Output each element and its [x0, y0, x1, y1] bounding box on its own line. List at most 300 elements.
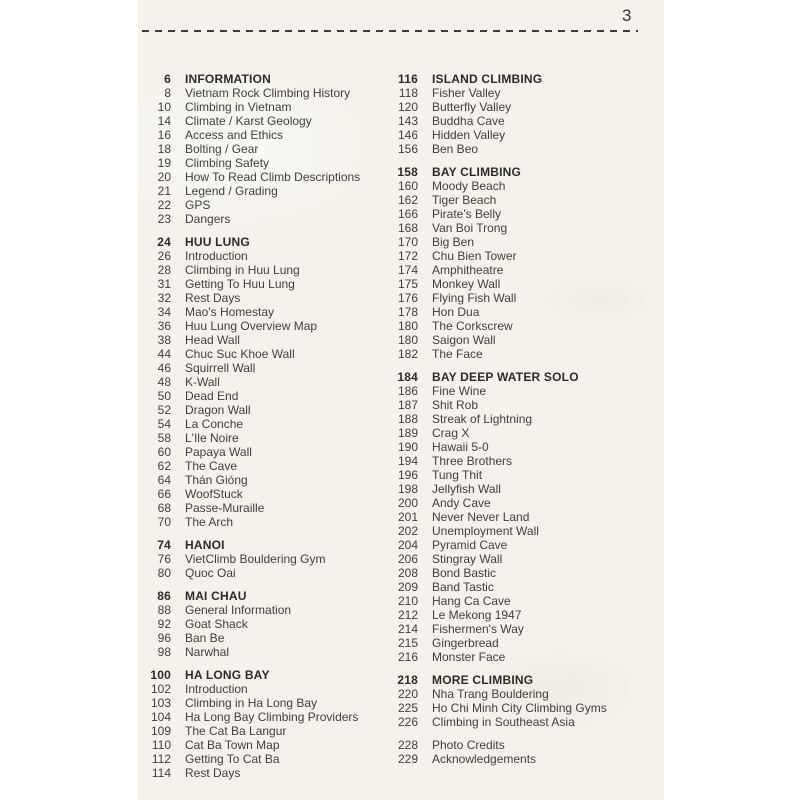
- entry-page-number: 190: [397, 440, 418, 454]
- entry-title: Acknowledgements: [432, 752, 537, 766]
- toc-entry: [385, 608, 645, 622]
- toc-section-header: [138, 589, 398, 603]
- entry-page-number: 196: [397, 468, 418, 482]
- entry-page-number: 64: [157, 473, 171, 487]
- toc-entry: [385, 510, 645, 524]
- toc-entry: [138, 766, 398, 780]
- entry-title: Goat Shack: [185, 617, 248, 631]
- toc-entry: [385, 333, 645, 347]
- entry-page-number: 14: [157, 114, 171, 128]
- toc-section: [138, 668, 398, 780]
- entry-page-number: 166: [397, 207, 418, 221]
- entry-title: The Arch: [185, 515, 234, 529]
- entry-title: Rest Days: [185, 291, 241, 305]
- entry-page-number: 225: [397, 701, 418, 715]
- toc-entry: [385, 566, 645, 580]
- entry-page-number: 180: [397, 333, 418, 347]
- toc-entry: [385, 249, 645, 263]
- toc-entry: [138, 515, 398, 529]
- book-toc-page: [138, 0, 664, 800]
- entry-title: Hidden Valley: [432, 128, 506, 142]
- entry-page-number: 10: [157, 100, 171, 114]
- entry-title: Stingray Wall: [432, 552, 503, 566]
- entry-title: Ha Long Bay Climbing Providers: [185, 710, 359, 724]
- toc-entry: [385, 552, 645, 566]
- entry-page-number: 175: [397, 277, 418, 291]
- toc-entry: [385, 114, 645, 128]
- entry-title: Tung Thit: [432, 468, 483, 482]
- dashed-divider: [142, 30, 638, 32]
- toc-entry: [138, 403, 398, 417]
- toc-entry: [138, 682, 398, 696]
- entry-title: Fishermen's Way: [432, 622, 524, 636]
- entry-title: Introduction: [185, 249, 248, 263]
- entry-page-number: 34: [157, 305, 171, 319]
- toc-entry: [138, 375, 398, 389]
- entry-page-number: 146: [397, 128, 418, 142]
- entry-page-number: 88: [157, 603, 171, 617]
- toc-entry: [138, 263, 398, 277]
- entry-page-number: 187: [397, 398, 418, 412]
- entry-title: Bond Bastic: [432, 566, 497, 580]
- toc-entry: [138, 487, 398, 501]
- toc-entry: [138, 552, 398, 566]
- entry-page-number: 174: [397, 263, 418, 277]
- entry-page-number: 16: [157, 128, 171, 142]
- entry-page-number: 100: [150, 668, 171, 682]
- entry-title: Amphitheatre: [432, 263, 504, 277]
- entry-page-number: 226: [397, 715, 418, 729]
- entry-title: Gingerbread: [432, 636, 499, 650]
- entry-page-number: 103: [150, 696, 171, 710]
- entry-page-number: 46: [157, 361, 171, 375]
- entry-title: Mao's Homestay: [185, 305, 274, 319]
- toc-entry: [385, 305, 645, 319]
- toc-entry: [138, 566, 398, 580]
- entry-page-number: 214: [397, 622, 418, 636]
- toc-entry: [138, 645, 398, 659]
- entry-page-number: 116: [398, 72, 418, 86]
- entry-page-number: 48: [157, 375, 171, 389]
- toc-entry: [385, 235, 645, 249]
- entry-title: Cat Ba Town Map: [185, 738, 280, 752]
- toc-entry: [385, 221, 645, 235]
- entry-title: Getting To Cat Ba: [185, 752, 280, 766]
- toc-entry: [138, 291, 398, 305]
- page-number: 3: [622, 6, 632, 25]
- toc-entry: [138, 212, 398, 226]
- entry-title: VietClimb Bouldering Gym: [185, 552, 326, 566]
- toc-entry: [385, 524, 645, 538]
- toc-entry: [385, 291, 645, 305]
- toc-section-header: [138, 72, 398, 86]
- entry-page-number: 118: [398, 86, 418, 100]
- entry-title: Moody Beach: [432, 179, 506, 193]
- toc-entry: [385, 468, 645, 482]
- entry-page-number: 189: [397, 426, 418, 440]
- entry-title: The Corkscrew: [432, 319, 513, 333]
- toc-column-left: [138, 72, 398, 780]
- entry-page-number: 54: [157, 417, 171, 431]
- entry-title: BAY CLIMBING: [432, 165, 522, 179]
- toc-entry: [138, 249, 398, 263]
- entry-title: Monster Face: [432, 650, 506, 664]
- toc-entry: [138, 319, 398, 333]
- toc-entry: [138, 156, 398, 170]
- entry-title: How To Read Climb Descriptions: [185, 170, 361, 184]
- entry-page-number: 215: [397, 636, 418, 650]
- entry-title: ISLAND CLIMBING: [432, 72, 543, 86]
- entry-page-number: 31: [157, 277, 171, 291]
- toc-section-header: [138, 538, 398, 552]
- toc-entry: [138, 459, 398, 473]
- entry-title: MORE CLIMBING: [432, 673, 534, 687]
- toc-entry: [385, 482, 645, 496]
- entry-page-number: 202: [397, 524, 418, 538]
- entry-page-number: 104: [150, 710, 171, 724]
- entry-page-number: 210: [397, 594, 418, 608]
- entry-page-number: 188: [397, 412, 418, 426]
- entry-title: Climbing in Ha Long Bay: [185, 696, 318, 710]
- toc-entry: [138, 361, 398, 375]
- entry-page-number: 182: [397, 347, 418, 361]
- entry-page-number: 60: [157, 445, 171, 459]
- toc-entry: [385, 263, 645, 277]
- entry-title: Introduction: [185, 682, 248, 696]
- entry-page-number: 114: [151, 766, 171, 780]
- entry-title: Climbing in Huu Lung: [185, 263, 300, 277]
- entry-title: Dangers: [185, 212, 231, 226]
- toc-section-header: [385, 72, 645, 86]
- entry-title: Climate / Karst Geology: [185, 114, 312, 128]
- entry-title: The Cat Ba Langur: [185, 724, 287, 738]
- toc-entry: [385, 277, 645, 291]
- entry-page-number: 212: [397, 608, 418, 622]
- entry-page-number: 50: [157, 389, 171, 403]
- entry-title: The Face: [432, 347, 483, 361]
- toc-entry: [138, 473, 398, 487]
- toc-entry: [138, 305, 398, 319]
- entry-page-number: 70: [157, 515, 171, 529]
- entry-title: WoofStuck: [185, 487, 243, 501]
- entry-title: Ban Be: [185, 631, 225, 645]
- toc-entry: [385, 86, 645, 100]
- toc-entry: [138, 417, 398, 431]
- toc-entry: [138, 198, 398, 212]
- entry-title: Buddha Cave: [432, 114, 505, 128]
- toc-entry: [385, 594, 645, 608]
- entry-page-number: 6: [164, 72, 171, 86]
- toc-column-right: [385, 72, 645, 766]
- entry-title: Quoc Oai: [185, 566, 236, 580]
- entry-page-number: 26: [157, 249, 171, 263]
- entry-page-number: 216: [397, 650, 418, 664]
- toc-entry: [138, 128, 398, 142]
- entry-title: Pirate's Belly: [432, 207, 501, 221]
- toc-entry: [138, 631, 398, 645]
- toc-entry: [138, 724, 398, 738]
- entry-title: Van Boi Trong: [432, 221, 508, 235]
- entry-page-number: 168: [397, 221, 418, 235]
- entry-page-number: 200: [397, 496, 418, 510]
- entry-page-number: 158: [397, 165, 418, 179]
- entry-page-number: 162: [397, 193, 418, 207]
- entry-page-number: 209: [397, 580, 418, 594]
- entry-title: Climbing in Vietnam: [185, 100, 292, 114]
- entry-title: Streak of Lightning: [432, 412, 533, 426]
- toc-entry: [385, 496, 645, 510]
- toc-entry: [385, 752, 645, 766]
- entry-page-number: 92: [157, 617, 171, 631]
- entry-page-number: 143: [397, 114, 418, 128]
- toc-entry: [385, 319, 645, 333]
- toc-section: [138, 538, 398, 580]
- entry-page-number: 20: [157, 170, 171, 184]
- toc-entry: [138, 389, 398, 403]
- toc-entry: [385, 687, 645, 701]
- entry-page-number: 176: [397, 291, 418, 305]
- entry-page-number: 172: [397, 249, 418, 263]
- entry-title: Unemployment Wall: [432, 524, 539, 538]
- entry-title: Pyramid Cave: [432, 538, 508, 552]
- entry-title: Narwhal: [185, 645, 230, 659]
- entry-title: INFORMATION: [185, 72, 271, 86]
- entry-page-number: 44: [157, 347, 171, 361]
- entry-title: GPS: [185, 198, 211, 212]
- toc-entry: [138, 100, 398, 114]
- toc-entry: [138, 170, 398, 184]
- entry-title: Hon Dua: [432, 305, 480, 319]
- toc-section-header: [138, 235, 398, 249]
- entry-title: The Cave: [185, 459, 238, 473]
- entry-page-number: 178: [397, 305, 418, 319]
- entry-title: Thán Gióng: [185, 473, 248, 487]
- entry-title: K-Wall: [185, 375, 220, 389]
- entry-page-number: 184: [397, 370, 418, 384]
- entry-title: Never Never Land: [432, 510, 530, 524]
- entry-title: Ben Beo: [432, 142, 479, 156]
- entry-title: Saigon Wall: [432, 333, 496, 347]
- entry-page-number: 186: [397, 384, 418, 398]
- toc-entry: [385, 622, 645, 636]
- toc-entry: [385, 701, 645, 715]
- entry-title: Huu Lung Overview Map: [185, 319, 318, 333]
- toc-section: [138, 72, 398, 226]
- entry-title: Papaya Wall: [185, 445, 252, 459]
- entry-page-number: 180: [397, 319, 418, 333]
- entry-title: Le Mekong 1947: [432, 608, 522, 622]
- toc-entry: [138, 738, 398, 752]
- entry-title: L'Ile Noire: [185, 431, 239, 445]
- toc-entry: [385, 412, 645, 426]
- toc-entry: [385, 580, 645, 594]
- entry-page-number: 170: [397, 235, 418, 249]
- entry-title: General Information: [185, 603, 292, 617]
- entry-title: Nha Trang Bouldering: [432, 687, 549, 701]
- entry-page-number: 36: [157, 319, 171, 333]
- entry-page-number: 156: [397, 142, 418, 156]
- toc-section-header: [385, 673, 645, 687]
- entry-title: Hawaii 5-0: [432, 440, 489, 454]
- entry-title: Dragon Wall: [185, 403, 251, 417]
- entry-page-number: 62: [157, 459, 171, 473]
- toc-section: [385, 738, 645, 766]
- entry-page-number: 19: [157, 156, 171, 170]
- entry-page-number: 102: [150, 682, 171, 696]
- entry-page-number: 208: [397, 566, 418, 580]
- toc-entry: [138, 710, 398, 724]
- toc-entry: [138, 752, 398, 766]
- entry-page-number: 74: [157, 538, 171, 552]
- entry-page-number: 21: [157, 184, 171, 198]
- toc-section-header: [385, 165, 645, 179]
- toc-entry: [385, 384, 645, 398]
- entry-page-number: 112: [151, 752, 171, 766]
- toc-entry: [385, 398, 645, 412]
- entry-title: Monkey Wall: [432, 277, 501, 291]
- entry-page-number: 86: [157, 589, 171, 603]
- entry-page-number: 23: [157, 212, 171, 226]
- entry-title: Access and Ethics: [185, 128, 284, 142]
- toc-entry: [385, 207, 645, 221]
- toc-entry: [138, 501, 398, 515]
- entry-title: MAI CHAU: [185, 589, 247, 603]
- entry-page-number: 160: [397, 179, 418, 193]
- entry-title: Three Brothers: [432, 454, 513, 468]
- entry-page-number: 98: [157, 645, 171, 659]
- entry-title: Vietnam Rock Climbing History: [185, 86, 351, 100]
- toc-entry: [138, 445, 398, 459]
- toc-entry: [138, 184, 398, 198]
- entry-page-number: 194: [397, 454, 418, 468]
- entry-title: Dead End: [185, 389, 239, 403]
- toc-entry: [385, 538, 645, 552]
- entry-page-number: 110: [151, 738, 171, 752]
- toc-entry: [385, 650, 645, 664]
- entry-page-number: 96: [157, 631, 171, 645]
- entry-page-number: 52: [157, 403, 171, 417]
- entry-page-number: 220: [397, 687, 418, 701]
- toc-entry: [385, 636, 645, 650]
- entry-title: Passe-Muraille: [185, 501, 265, 515]
- entry-title: Getting To Huu Lung: [185, 277, 295, 291]
- entry-title: Chu Bien Tower: [432, 249, 517, 263]
- entry-title: Squirrell Wall: [185, 361, 256, 375]
- toc-section: [385, 72, 645, 156]
- toc-section-header: [385, 370, 645, 384]
- toc-entry: [138, 142, 398, 156]
- toc-entry: [138, 347, 398, 361]
- entry-title: Butterfly Valley: [432, 100, 512, 114]
- toc-section: [385, 165, 645, 361]
- entry-title: Big Ben: [432, 235, 475, 249]
- entry-page-number: 120: [397, 100, 418, 114]
- entry-title: Fine Wine: [432, 384, 487, 398]
- toc-section: [138, 589, 398, 659]
- entry-title: Chuc Suc Khoe Wall: [185, 347, 295, 361]
- entry-page-number: 8: [164, 86, 171, 100]
- entry-title: BAY DEEP WATER SOLO: [432, 370, 579, 384]
- entry-page-number: 38: [157, 333, 171, 347]
- toc-entry: [138, 696, 398, 710]
- entry-title: Rest Days: [185, 766, 241, 780]
- entry-title: Flying Fish Wall: [432, 291, 517, 305]
- toc-entry: [385, 347, 645, 361]
- entry-page-number: 204: [397, 538, 418, 552]
- entry-page-number: 32: [157, 291, 171, 305]
- entry-page-number: 28: [157, 263, 171, 277]
- entry-title: Photo Credits: [432, 738, 505, 752]
- toc-entry: [385, 128, 645, 142]
- entry-title: Shit Rob: [432, 398, 479, 412]
- entry-page-number: 206: [397, 552, 418, 566]
- toc-entry: [385, 454, 645, 468]
- toc-entry: [138, 603, 398, 617]
- entry-page-number: 228: [397, 738, 418, 752]
- toc-entry: [385, 100, 645, 114]
- toc-section: [385, 673, 645, 729]
- toc-entry: [385, 440, 645, 454]
- entry-title: Bolting / Gear: [185, 142, 259, 156]
- entry-page-number: 76: [157, 552, 171, 566]
- entry-page-number: 201: [397, 510, 418, 524]
- entry-title: HANOI: [185, 538, 225, 552]
- toc-entry: [385, 426, 645, 440]
- entry-title: Legend / Grading: [185, 184, 278, 198]
- entry-page-number: 68: [157, 501, 171, 515]
- entry-title: Band Tastic: [432, 580, 494, 594]
- entry-title: Climbing in Southeast Asia: [432, 715, 575, 729]
- toc-entry: [138, 86, 398, 100]
- toc-entry: [138, 617, 398, 631]
- entry-page-number: 18: [157, 142, 171, 156]
- entry-title: Tiger Beach: [432, 193, 497, 207]
- toc-entry: [385, 193, 645, 207]
- entry-page-number: 198: [397, 482, 418, 496]
- toc-section: [138, 235, 398, 529]
- entry-page-number: 66: [157, 487, 171, 501]
- toc-entry: [385, 179, 645, 193]
- entry-page-number: 80: [157, 566, 171, 580]
- toc-section: [385, 370, 645, 664]
- entry-page-number: 109: [150, 724, 171, 738]
- entry-page-number: 218: [397, 673, 418, 687]
- toc-section-header: [138, 668, 398, 682]
- entry-title: La Conche: [185, 417, 244, 431]
- entry-title: Jellyfish Wall: [432, 482, 501, 496]
- entry-title: Climbing Safety: [185, 156, 270, 170]
- entry-title: Fisher Valley: [432, 86, 501, 100]
- entry-title: Andy Cave: [432, 496, 491, 510]
- entry-page-number: 22: [157, 198, 171, 212]
- entry-page-number: 229: [397, 752, 418, 766]
- toc-entry: [138, 333, 398, 347]
- entry-title: Hang Ca Cave: [432, 594, 511, 608]
- entry-title: Head Wall: [185, 333, 240, 347]
- entry-page-number: 24: [157, 235, 171, 249]
- toc-entry: [138, 277, 398, 291]
- entry-title: Ho Chi Minh City Climbing Gyms: [432, 701, 607, 715]
- entry-title: Crag X: [432, 426, 470, 440]
- toc-entry: [385, 738, 645, 752]
- entry-title: HUU LUNG: [185, 235, 250, 249]
- toc-entry: [385, 142, 645, 156]
- entry-title: HA LONG BAY: [185, 668, 270, 682]
- toc-entry: [138, 114, 398, 128]
- entry-page-number: 58: [157, 431, 171, 445]
- toc-entry: [138, 431, 398, 445]
- toc-entry: [385, 715, 645, 729]
